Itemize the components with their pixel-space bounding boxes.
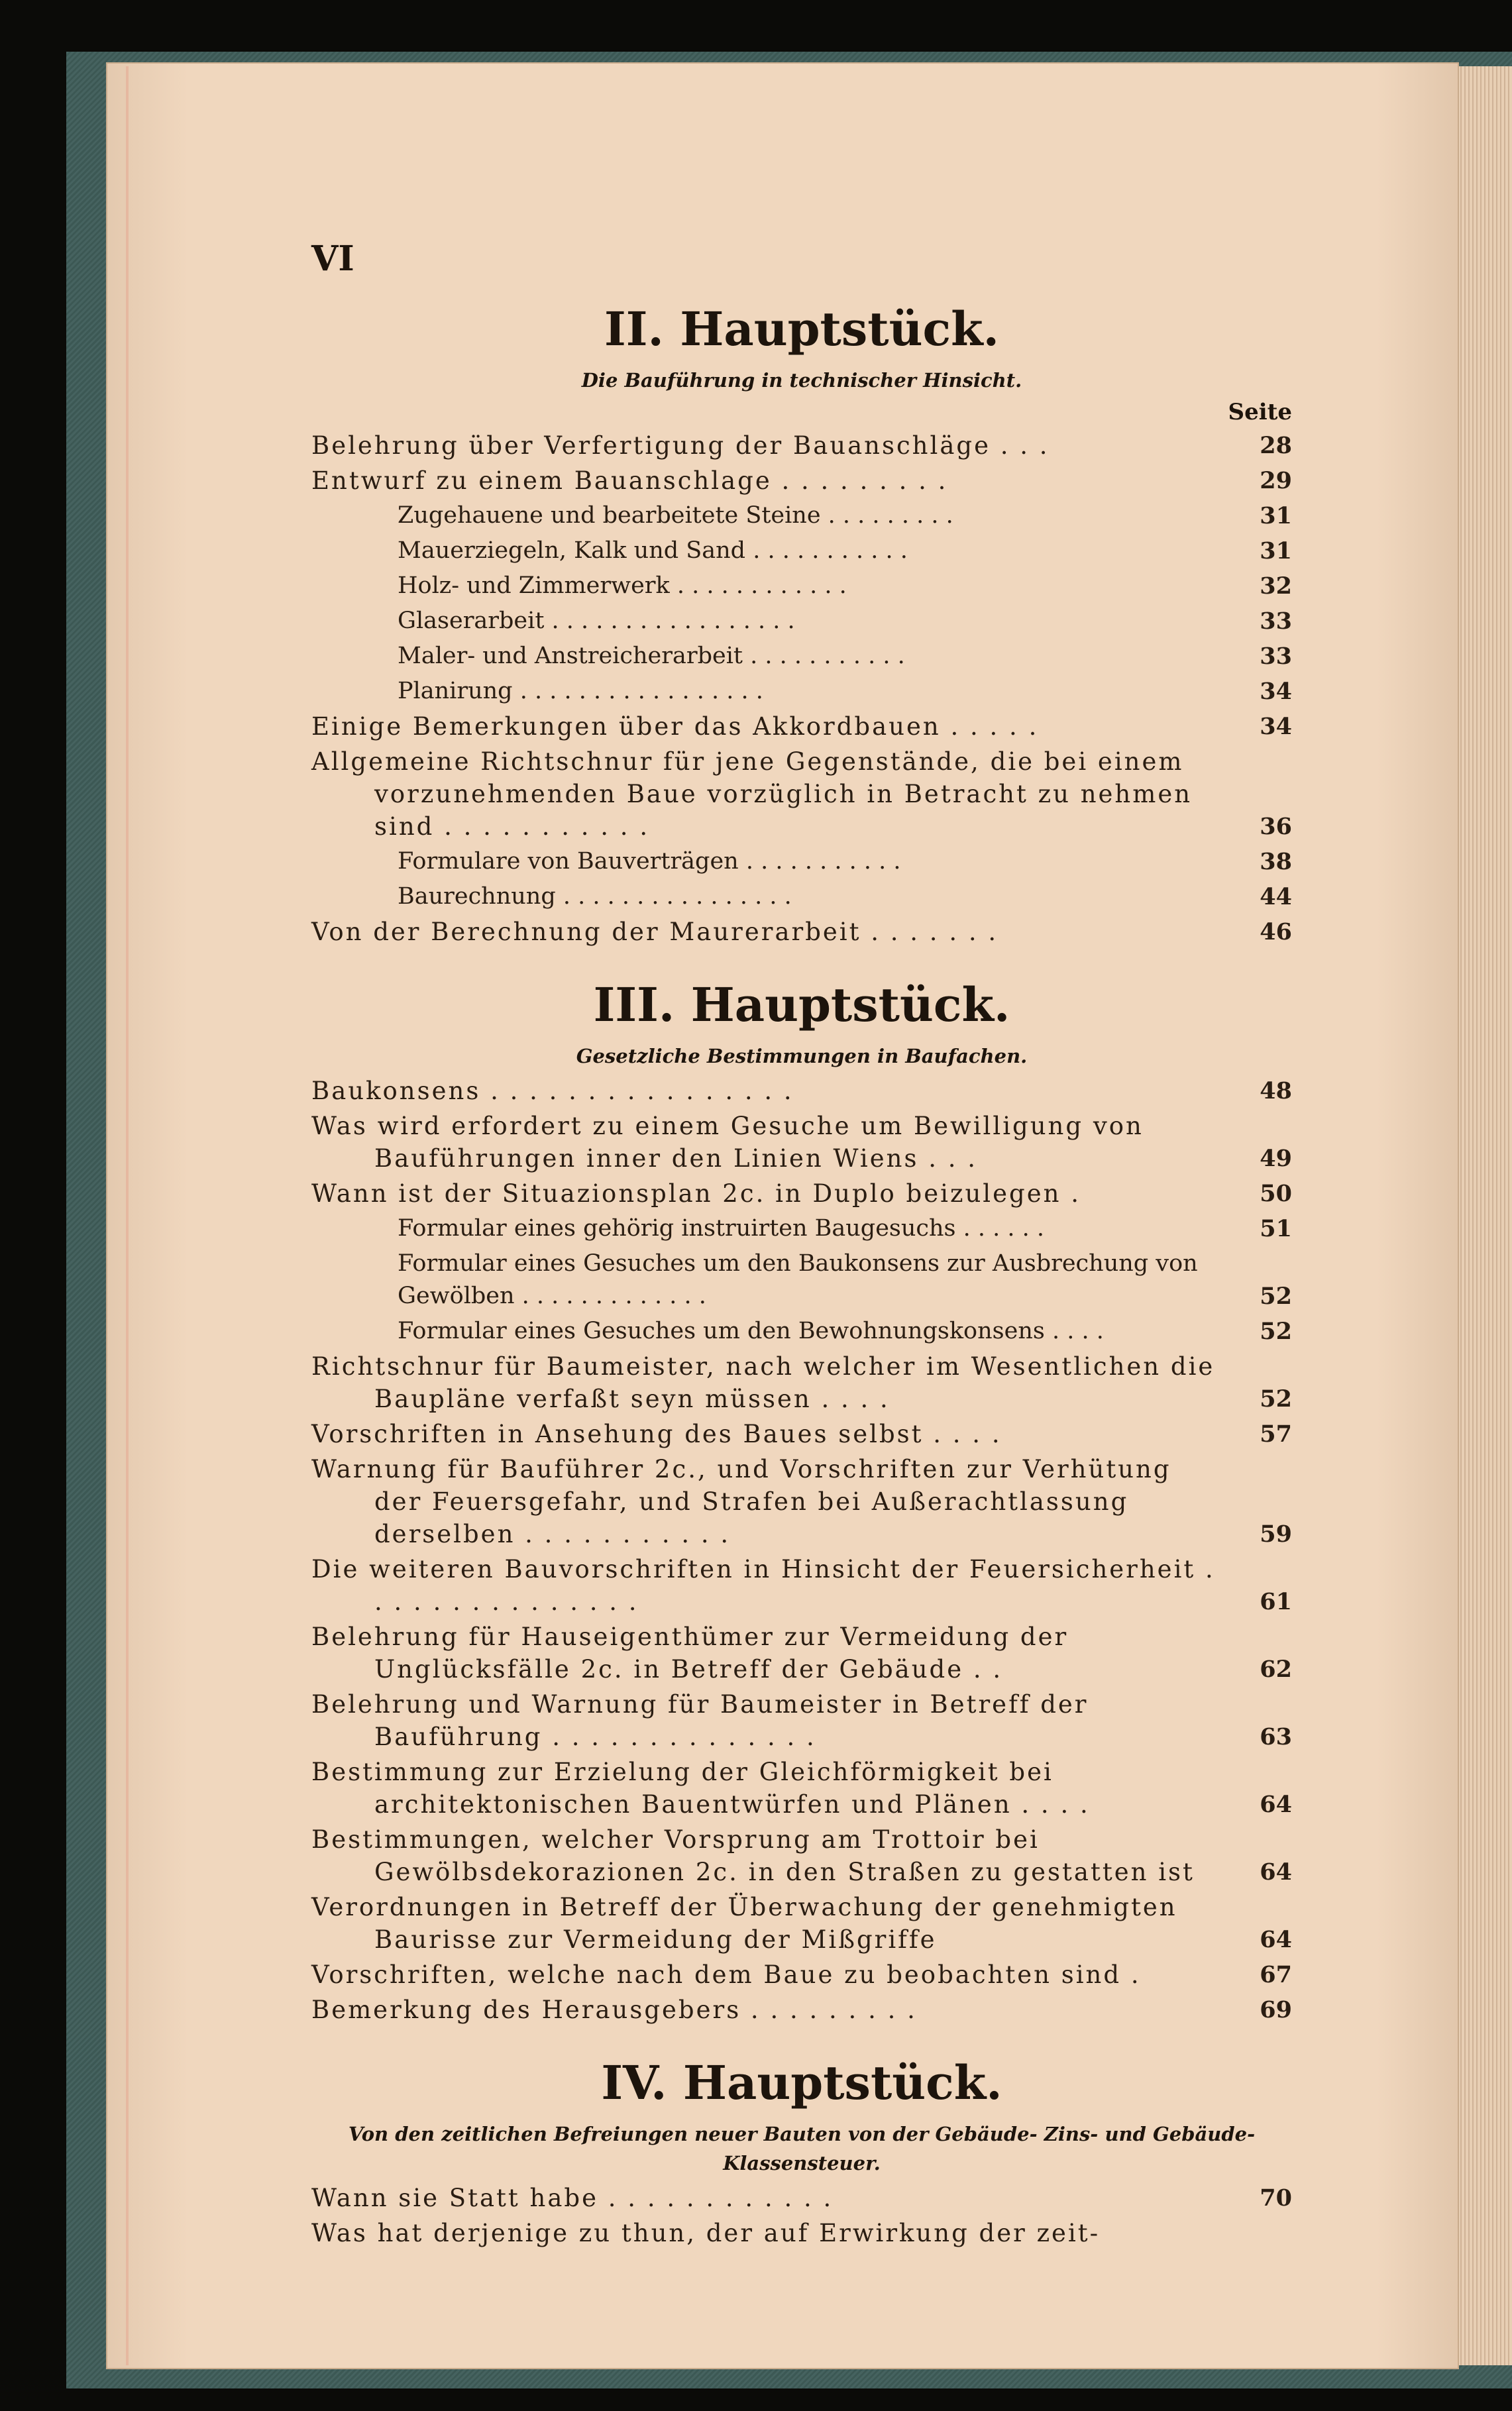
toc-entry-text: Baukonsens . . . . . . . . . . . . . . . .	[311, 1077, 794, 1105]
toc-entry	[311, 1075, 1292, 1107]
toc-entry	[311, 1418, 1292, 1450]
toc-entry	[311, 1553, 1292, 1618]
toc-entry-text: Einige Bemerkungen über das Akkordbauen . . . . .	[311, 712, 1039, 741]
toc-entry-page: 62	[1260, 1656, 1292, 1683]
toc-entry-text: Mauerziegeln, Kalk und Sand . . . . . . . . . . .	[398, 537, 908, 564]
chapter-title: II. Hauptstück.	[604, 301, 1000, 356]
toc-entry-text: Von der Berechnung der Maurerarbeit . . . . . . .	[311, 918, 999, 946]
toc-entry-page: 31	[1260, 502, 1292, 529]
toc-entry	[311, 1350, 1292, 1415]
toc-entry-page: 63	[1260, 1723, 1292, 1750]
toc-entry	[311, 710, 1292, 743]
chapter-2	[311, 301, 1292, 948]
toc-entry	[311, 1958, 1292, 1991]
toc-entry-text: Verordnungen in Betreff der Überwachung der genehmigten Baurisse zur Vermeidung der Mißgriffe	[311, 1893, 1177, 1954]
toc-entry-text: Bemerkung des Herausgebers . . . . . . . . .	[311, 1996, 917, 2024]
toc-entry-page: 34	[1260, 678, 1292, 705]
toc-entry-page: 28	[1260, 432, 1292, 459]
toc-entry-page: 31	[1260, 537, 1292, 564]
toc-entry	[311, 1823, 1292, 1888]
toc-entry-page: 38	[1260, 848, 1292, 875]
toc-entry-page: 44	[1260, 883, 1292, 910]
toc-list	[311, 2182, 1292, 2249]
page-number: VI	[311, 239, 354, 279]
toc-entry	[311, 1453, 1292, 1550]
toc-entry	[311, 675, 1292, 708]
table-of-contents	[311, 301, 1292, 2252]
toc-entry	[311, 1621, 1292, 1686]
toc-entry-text: Was wird erfordert zu einem Gesuche um Bewilligung von Bauführungen inner den Linien Wiens . . .	[311, 1112, 1144, 1173]
toc-entry	[311, 1994, 1292, 2026]
toc-entry	[311, 1756, 1292, 1821]
toc-entry-text: Richtschnur für Baumeister, nach welcher im Wesentlichen die Baupläne verfaßt seyn müssen . . . .	[311, 1352, 1215, 1413]
toc-entry-text: Holz- und Zimmerwerk . . . . . . . . . . . .	[398, 572, 847, 599]
toc-entry-text: Formular eines Gesuches um den Baukonsens zur Ausbrechung von Gewölben . . . . . . . . . . . . .	[398, 1250, 1198, 1309]
toc-entry	[311, 570, 1292, 602]
toc-entry	[311, 500, 1292, 532]
toc-list	[311, 1075, 1292, 2026]
toc-entry-text: Belehrung und Warnung für Baumeister in Betreff der Bauführung . . . . . . . . . . . . . .	[311, 1690, 1089, 1751]
toc-entry	[311, 1177, 1292, 1210]
toc-entry-page: 59	[1260, 1521, 1292, 1548]
toc-list	[311, 429, 1292, 948]
toc-entry-page: 33	[1260, 608, 1292, 635]
toc-entry-text: Wann sie Statt habe . . . . . . . . . . . .	[311, 2184, 834, 2212]
toc-entry	[311, 916, 1292, 948]
toc-entry	[311, 1248, 1292, 1313]
toc-entry	[311, 1212, 1292, 1245]
toc-entry-page: 52	[1260, 1318, 1292, 1345]
toc-entry-page: 49	[1260, 1145, 1292, 1172]
toc-entry-page: 51	[1260, 1215, 1292, 1242]
toc-entry-text: Planirung . . . . . . . . . . . . . . . . .	[398, 678, 763, 704]
toc-entry-text: Vorschriften, welche nach dem Baue zu beobachten sind .	[311, 1960, 1141, 1989]
toc-entry-text: Glaserarbeit . . . . . . . . . . . . . . . . .	[398, 608, 795, 634]
toc-entry-page: 32	[1260, 572, 1292, 600]
chapter-3	[311, 977, 1292, 2026]
page-edges	[1458, 66, 1512, 2365]
toc-entry-page: 70	[1260, 2184, 1292, 2212]
toc-entry-page: 64	[1260, 1858, 1292, 1886]
toc-entry-text: Entwurf zu einem Bauanschlage . . . . . . . . .	[311, 466, 948, 495]
seite-label: Seite	[1228, 399, 1292, 425]
toc-entry	[311, 640, 1292, 672]
toc-entry-text: Formular eines gehörig instruirten Baugesuchs . . . . . .	[398, 1215, 1045, 1242]
toc-entry-page: 50	[1260, 1180, 1292, 1207]
toc-entry-page: 34	[1260, 713, 1292, 740]
toc-entry	[311, 2217, 1292, 2249]
toc-entry-page: 29	[1260, 467, 1292, 494]
chapter-title: III. Hauptstück.	[593, 977, 1010, 1032]
toc-entry-text: Belehrung über Verfertigung der Bauanschläge . . .	[311, 431, 1050, 460]
toc-entry	[311, 1315, 1292, 1348]
chapter-4	[311, 2055, 1292, 2249]
toc-entry	[311, 745, 1292, 843]
toc-entry-text: Formular eines Gesuches um den Bewohnungskonsens . . . .	[398, 1318, 1104, 1344]
toc-entry-text: Formulare von Bauverträgen . . . . . . . . . . .	[398, 848, 901, 875]
toc-entry-page: 33	[1260, 643, 1292, 670]
toc-entry-text: Vorschriften in Ansehung des Baues selbst . . . .	[311, 1420, 1002, 1448]
toc-entry	[311, 881, 1292, 913]
toc-entry-page: 64	[1260, 1791, 1292, 1818]
toc-entry-text: Die weiteren Bauvorschriften in Hinsicht der Feuersicherheit . . . . . . . . . . . . . . .	[311, 1555, 1215, 1616]
toc-entry-text: Zugehauene und bearbeitete Steine . . . . . . . . .	[398, 502, 953, 529]
chapter-subtitle: Von den zeitlichen Befreiungen neuer Bauten von der Gebäude- Zins- und Gebäude- Klassensteuer.	[348, 2123, 1256, 2174]
toc-entry-text: Warnung für Bauführer 2c., und Vorschriften zur Verhütung der Feuersgefahr, und Strafen bei Außerachtlassung derselben . . . . . . . . . . .	[311, 1455, 1171, 1548]
toc-entry	[311, 1688, 1292, 1753]
toc-entry-text: Was hat derjenige zu thun, der auf Erwirkung der zeit-	[311, 2219, 1101, 2247]
toc-entry-text: Allgemeine Richtschnur für jene Gegenstände, die bei einem vorzunehmenden Baue vorzüglich in Betracht zu nehmen sind . . . . . . . . . . .	[311, 747, 1193, 841]
toc-entry	[311, 429, 1292, 462]
chapter-subtitle: Gesetzliche Bestimmungen in Baufachen.	[576, 1045, 1028, 1067]
toc-entry-text: Bestimmungen, welcher Vorsprung am Trottoir bei Gewölbsdekorazionen 2c. in den Straßen zu gestatten ist	[311, 1825, 1195, 1886]
toc-entry-text: Belehrung für Hauseigenthümer zur Vermeidung der Unglücksfälle 2c. in Betreff der Gebäude . .	[311, 1623, 1069, 1684]
chapter-title: IV. Hauptstück.	[601, 2055, 1002, 2110]
toc-entry-page: 67	[1260, 1961, 1292, 1988]
toc-entry	[311, 845, 1292, 878]
toc-entry-page: 46	[1260, 918, 1292, 945]
toc-entry-page: 57	[1260, 1420, 1292, 1448]
chapter-subtitle: Die Bauführung in technischer Hinsicht.	[581, 369, 1022, 392]
toc-entry-text: Maler- und Anstreicherarbeit . . . . . . . . . . .	[398, 643, 905, 669]
toc-entry	[311, 605, 1292, 637]
toc-entry	[311, 535, 1292, 567]
toc-entry	[311, 1891, 1292, 1956]
toc-entry	[311, 1110, 1292, 1175]
toc-entry-text: Wann ist der Situazionsplan 2c. in Duplo beizulegen .	[311, 1179, 1081, 1208]
toc-entry	[311, 2182, 1292, 2214]
toc-entry-text: Bestimmung zur Erzielung der Gleichförmigkeit bei architektonischen Bauentwürfen und Plänen . . . .	[311, 1758, 1090, 1819]
toc-entry-page: 69	[1260, 1996, 1292, 2023]
toc-entry-page: 52	[1260, 1283, 1292, 1310]
toc-entry-text: Baurechnung . . . . . . . . . . . . . . . .	[398, 883, 792, 910]
toc-entry-page: 48	[1260, 1077, 1292, 1104]
toc-entry-page: 36	[1260, 813, 1292, 840]
toc-entry-page: 52	[1260, 1385, 1292, 1413]
toc-entry	[311, 464, 1292, 497]
toc-entry-page: 64	[1260, 1926, 1292, 1953]
page-margin-rule	[126, 66, 129, 2365]
toc-entry-page: 61	[1260, 1588, 1292, 1615]
